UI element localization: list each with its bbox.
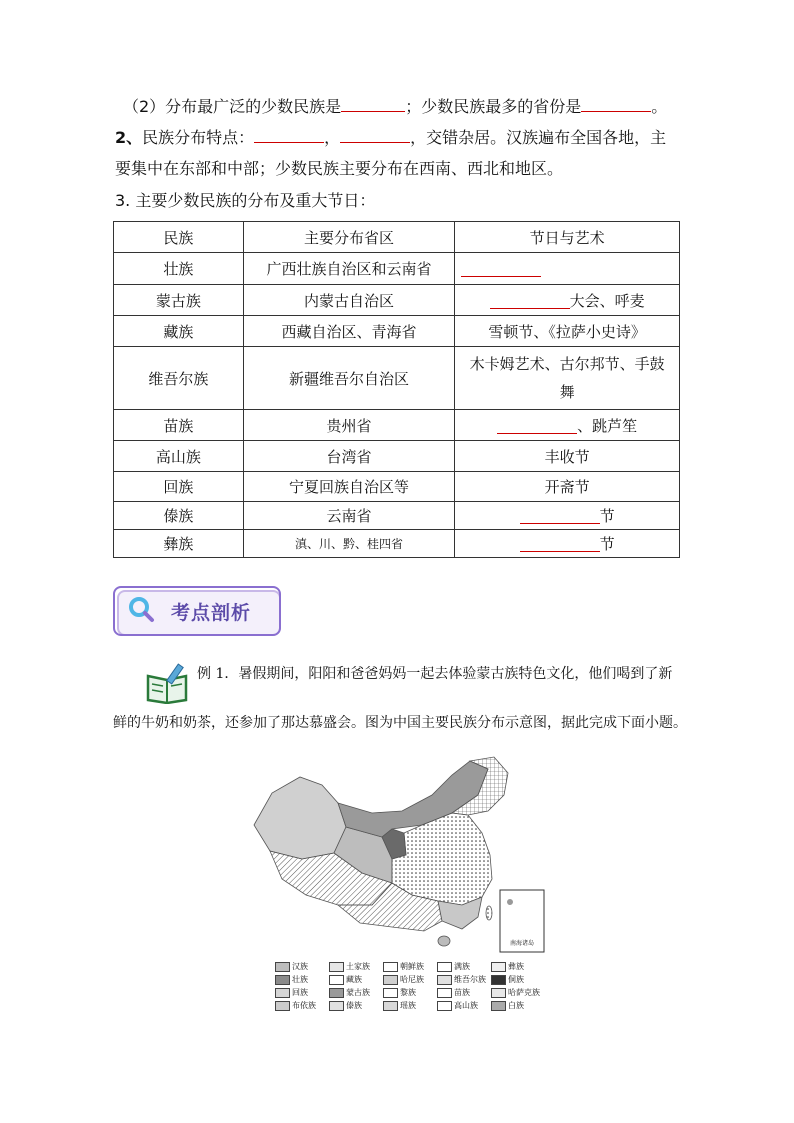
table-row [114,347,680,410]
table-row [114,502,680,530]
festival-text: 、跳芦笙 [577,416,638,435]
legend-label: 回族 [292,988,308,997]
legend-label: 维吾尔族 [454,975,486,984]
legend-label: 苗族 [454,988,470,997]
festival-text-cont: 舞 [559,383,575,401]
legend-label: 土家族 [346,962,370,971]
cell-festival [455,347,680,410]
legend-swatch [275,1001,290,1011]
table-row [114,316,680,347]
legend-label: 满族 [454,962,470,971]
legend-label: 瑶族 [400,1001,416,1010]
legend-swatch [437,975,452,985]
q3-title: 3. 主要少数民族的分布及重大节日： [115,191,376,210]
q2-text-1: （2）分布最广泛的少数民族是 [123,97,342,116]
legend-label: 侗族 [508,975,524,984]
cell-festival: 雪顿节、《拉萨小史诗》 [455,316,680,347]
ethnic-distribution-table [113,221,680,558]
cell-region: 广西壮族自治区和云南省 [243,253,455,285]
legend-swatch [329,1001,344,1011]
cell-ethnic: 高山族 [114,441,244,472]
answer-blank[interactable] [520,509,600,524]
map-graphic [242,755,552,955]
legend-swatch [329,975,344,985]
cell-region: 内蒙古自治区 [243,285,455,316]
cell-region: 宁夏回族自治区等 [243,472,455,502]
answer-blank[interactable] [490,294,570,309]
cell-festival [455,530,680,558]
legend-label: 哈尼族 [400,975,424,984]
cell-region: 新疆维吾尔自治区 [243,347,455,410]
legend-label: 高山族 [454,1001,478,1010]
legend-label: 傣族 [346,1001,362,1010]
answer-blank[interactable] [340,128,410,143]
legend-swatch [275,988,290,998]
answer-blank[interactable] [254,128,324,143]
q2-text-2: ；少数民族最多的省份是 [405,97,582,116]
legend-label: 白族 [508,1001,524,1010]
cell-ethnic: 维吾尔族 [114,347,244,410]
legend-swatch [329,988,344,998]
legend-swatch [383,975,398,985]
q2-text-3: 。 [651,97,668,116]
cell-region: 滇、川、黔、桂四省 [243,530,455,558]
legend-swatch [491,1001,506,1011]
legend-label: 黎族 [400,988,416,997]
cell-ethnic: 蒙古族 [114,285,244,316]
legend-swatch [329,962,344,972]
cell-ethnic: 回族 [114,472,244,502]
map-legend [275,962,555,1020]
q2b-number: 2、 [115,128,143,147]
legend-swatch [437,962,452,972]
q2b-text-1: 民族分布特点： [142,128,255,147]
cell-ethnic: 傣族 [114,502,244,530]
legend-swatch [491,975,506,985]
table-row [114,441,680,472]
festival-text: 节 [599,535,615,553]
q2b-text-3: 要集中在东部和中部；少数民族主要分布在西南、西北和地区。 [115,159,564,178]
header-region: 主要分布省区 [243,222,455,253]
legend-label: 壮族 [292,975,308,984]
question-2-line [123,97,667,117]
cell-festival [455,253,680,285]
example-line2 [113,713,687,733]
cell-ethnic: 彝族 [114,530,244,558]
legend-label: 朝鲜族 [400,962,424,971]
legend-label: 蒙古族 [346,988,370,997]
legend-label: 汉族 [292,962,308,971]
table-row [114,472,680,502]
table-row [114,285,680,316]
legend-swatch [491,988,506,998]
cell-region: 西藏自治区、青海省 [243,316,455,347]
table-row [114,530,680,558]
festival-text: 木卡姆艺术、古尔邦节、手鼓 [469,355,665,373]
legend-swatch [437,1001,452,1011]
search-icon [127,595,157,625]
header-ethnic: 民族 [114,222,244,253]
legend-swatch [383,988,398,998]
legend-label: 彝族 [508,962,524,971]
china-ethnic-map [242,755,552,1020]
cell-festival: 丰收节 [455,441,680,472]
section-badge [113,586,283,638]
cell-festival [455,502,680,530]
cell-region: 贵州省 [243,410,455,441]
cell-festival [455,285,680,316]
legend-swatch [275,962,290,972]
cell-region: 云南省 [243,502,455,530]
legend-swatch [383,1001,398,1011]
table-header-row [114,222,680,253]
cell-region: 台湾省 [243,441,455,472]
legend-label: 藏族 [346,975,362,984]
cell-festival: 开斋节 [455,472,680,502]
festival-text: 大会、呼麦 [569,291,645,310]
answer-blank[interactable] [520,537,600,552]
cell-ethnic: 藏族 [114,316,244,347]
book-pen-icon [142,662,192,704]
legend-label: 布依族 [292,1001,316,1010]
cell-ethnic: 苗族 [114,410,244,441]
table-row [114,410,680,441]
festival-text: 节 [599,507,615,525]
question-2b-line2 [115,159,563,179]
legend-swatch [383,962,398,972]
legend-swatch [275,975,290,985]
q2b-sep: ， [324,128,341,147]
question-2b-line1 [115,128,666,148]
table-row [114,253,680,285]
legend-swatch [437,988,452,998]
question-3-title [115,191,375,211]
section-badge-title: 考点剖析 [171,602,252,624]
answer-blank[interactable] [461,262,541,277]
inset-label: 南海诸岛 [510,940,535,947]
answer-blank[interactable] [581,97,651,112]
legend-swatch [491,962,506,972]
example-text-1: 例 1．暑假期间，阳阳和爸爸妈妈一起去体验蒙古族特色文化，他们喝到了新 [197,666,673,682]
answer-blank[interactable] [497,419,577,434]
header-festival: 节日与艺术 [455,222,680,253]
example-text-2: 鲜的牛奶和奶茶，还参加了那达慕盛会。图为中国主要民族分布示意图，据此完成下面小题。 [113,715,687,731]
answer-blank[interactable] [341,97,405,112]
legend-label: 哈萨克族 [508,988,540,997]
q2b-text-2: ，交错杂居。汉族遍布全国各地，主 [410,128,667,147]
example-line1 [197,664,672,684]
cell-festival [455,410,680,441]
cell-ethnic: 壮族 [114,253,244,285]
